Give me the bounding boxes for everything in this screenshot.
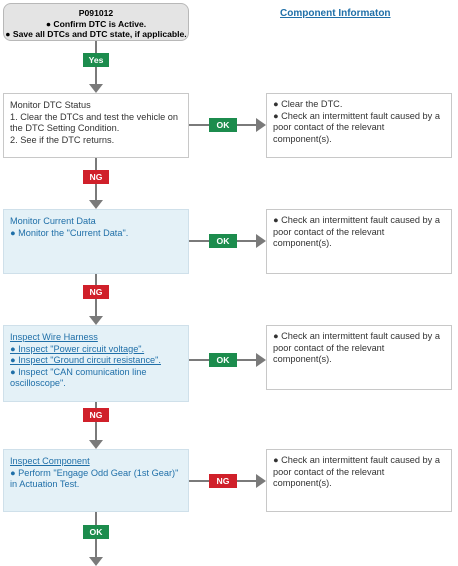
arrowhead <box>256 118 266 132</box>
step-title: Monitor DTC Status <box>10 100 91 110</box>
result-item: ● Clear the DTC. <box>273 99 343 109</box>
step-inspect-wire-harness <box>3 325 189 402</box>
ok-badge: OK <box>209 353 237 367</box>
arrowhead <box>256 353 266 367</box>
result-item: ● Check an intermittent fault caused by a poor contact of the relevant component(s). <box>273 455 440 489</box>
step-monitor-dtc-status <box>3 93 189 158</box>
result-box <box>266 449 452 512</box>
step-title: Monitor Current Data <box>10 216 96 226</box>
dtc-code: P091012 <box>78 8 114 18</box>
step-item: 1. Clear the DTCs and test the vehicle on the DTC Setting Condition. <box>10 111 179 134</box>
power-circuit-voltage-link[interactable]: ● Inspect "Power circuit voltage". <box>10 343 145 354</box>
start-box <box>3 3 189 41</box>
result-item: ● Check an intermittent fault caused by a poor contact of the relevant component(s). <box>273 110 440 144</box>
arrowhead <box>89 84 103 93</box>
result-box <box>266 325 452 390</box>
result-item: ● Check an intermittent fault caused by a poor contact of the relevant component(s). <box>273 215 440 249</box>
component-information-link[interactable]: Component Informaton <box>280 8 391 19</box>
ok-badge: OK <box>83 525 109 539</box>
ng-badge: NG <box>83 170 109 184</box>
step-inspect-component <box>3 449 189 512</box>
result-box <box>266 93 452 158</box>
result-box <box>266 209 452 274</box>
step-item: ● Perform "Engage Odd Gear (1st Gear)" in Actuation Test. <box>10 467 179 490</box>
inspect-component-link[interactable]: Inspect Component <box>10 456 90 466</box>
yes-badge: Yes <box>83 53 109 67</box>
step-monitor-current-data <box>3 209 189 274</box>
arrowhead <box>89 440 103 449</box>
arrowhead <box>89 557 103 566</box>
ok-badge: OK <box>209 234 237 248</box>
arrowhead <box>89 200 103 209</box>
ok-badge: OK <box>209 118 237 132</box>
can-line-oscilloscope-link[interactable]: ● Inspect "CAN comunication line oscilloscope". <box>10 366 147 389</box>
step-item: 2. See if the DTC returns. <box>10 134 115 145</box>
start-line: ● Confirm DTC is Active. <box>45 18 147 29</box>
inspect-wire-harness-link[interactable]: Inspect Wire Harness <box>10 332 98 342</box>
start-line: ● Save all DTCs and DTC state, if applicable. <box>5 29 187 39</box>
ng-badge: NG <box>83 408 109 422</box>
ng-badge: NG <box>83 285 109 299</box>
ng-badge: NG <box>209 474 237 488</box>
ground-circuit-resistance-link[interactable]: ● Inspect "Ground circuit resistance". <box>10 355 161 366</box>
result-item: ● Check an intermittent fault caused by a poor contact of the relevant component(s). <box>273 331 440 365</box>
step-item: ● Monitor the "Current Data". <box>10 227 129 238</box>
arrowhead <box>89 316 103 325</box>
arrowhead <box>256 474 266 488</box>
arrowhead <box>256 234 266 248</box>
